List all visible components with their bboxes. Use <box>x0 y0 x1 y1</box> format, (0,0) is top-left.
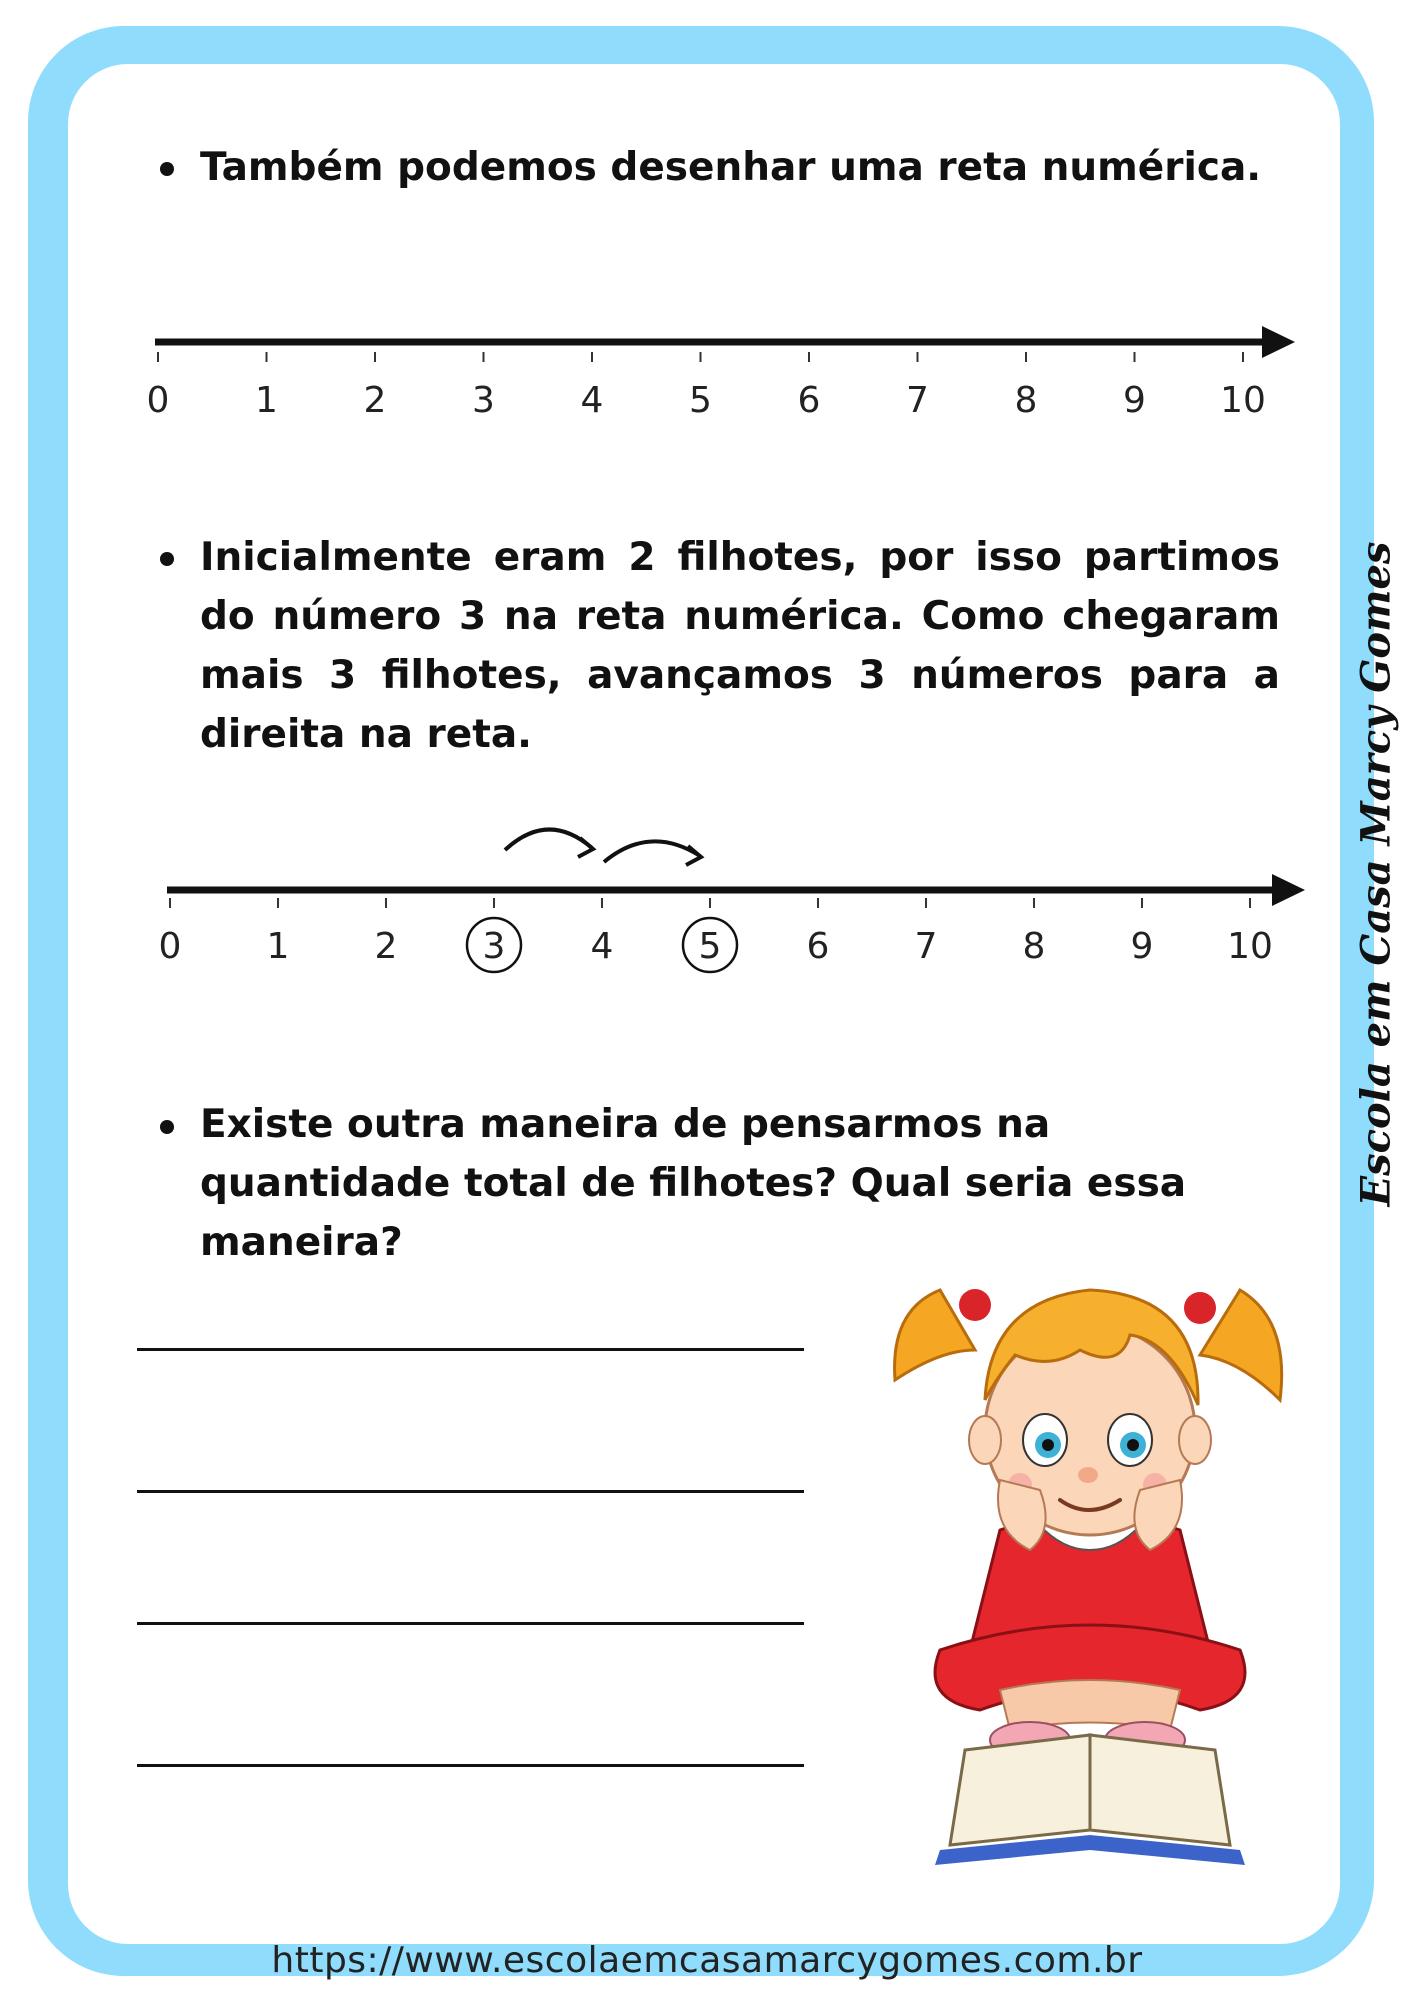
answer-line[interactable] <box>137 1764 804 1767</box>
answer-line[interactable] <box>137 1348 804 1351</box>
tick-label-0: 0 <box>146 380 170 421</box>
hop-arrow-4-to-5 <box>604 841 700 862</box>
tick-label-9: 9 <box>1130 926 1154 967</box>
arrow-head-icon <box>1272 874 1305 906</box>
tick-label-8: 8 <box>1022 926 1046 967</box>
tick-label-5: 5 <box>689 380 712 421</box>
answer-line[interactable] <box>137 1622 804 1625</box>
tick-label-7: 7 <box>914 926 938 967</box>
tick-label-7: 7 <box>906 380 929 421</box>
side-brand-text: Escola em Casa Marcy Gomes <box>1352 541 1400 1207</box>
girl-reading-illustration <box>880 1230 1300 1890</box>
hop-arrow-3-to-4 <box>505 829 592 850</box>
bullet-text-2: Inicialmente eram 2 filhotes, por isso partimos do número 3 na reta numérica. Como chegaram mais 3 filhotes, avançamos 3 números para a direita na reta. <box>200 535 1280 757</box>
bullet-dot <box>160 552 174 566</box>
number-line-1 <box>0 300 1414 430</box>
bullet-text-3: Existe outra maneira de pensarmos na quantidade total de filhotes? Qual seria essa maneira? <box>200 1102 1187 1265</box>
tick-label-4: 4 <box>590 926 614 967</box>
tick-label-10: 10 <box>1220 380 1266 421</box>
tick-label-2: 2 <box>374 926 398 967</box>
tick-label-1: 1 <box>255 380 278 421</box>
bullet-dot <box>160 1120 174 1134</box>
number-line-2 <box>0 810 1414 990</box>
tick-label-4: 4 <box>580 380 604 421</box>
tick-label-2: 2 <box>363 380 387 421</box>
tick-label-3: 3 <box>482 926 506 967</box>
bullet-dot <box>160 162 174 176</box>
answer-line[interactable] <box>137 1490 804 1493</box>
arrow-head-icon <box>1262 326 1295 358</box>
tick-label-3: 3 <box>472 380 495 421</box>
footer-url[interactable]: https://www.escolaemcasamarcygomes.com.br <box>271 1940 1143 1981</box>
tick-label-9: 9 <box>1123 380 1146 421</box>
tick-label-6: 6 <box>806 926 830 967</box>
tick-label-10: 10 <box>1227 926 1273 967</box>
tick-label-0: 0 <box>158 926 182 967</box>
tick-label-5: 5 <box>698 926 722 967</box>
tick-label-1: 1 <box>266 926 290 967</box>
tick-label-6: 6 <box>797 380 821 421</box>
tick-label-8: 8 <box>1014 380 1038 421</box>
bullet-text-1: Também podemos desenhar uma reta numérica. <box>200 145 1262 190</box>
